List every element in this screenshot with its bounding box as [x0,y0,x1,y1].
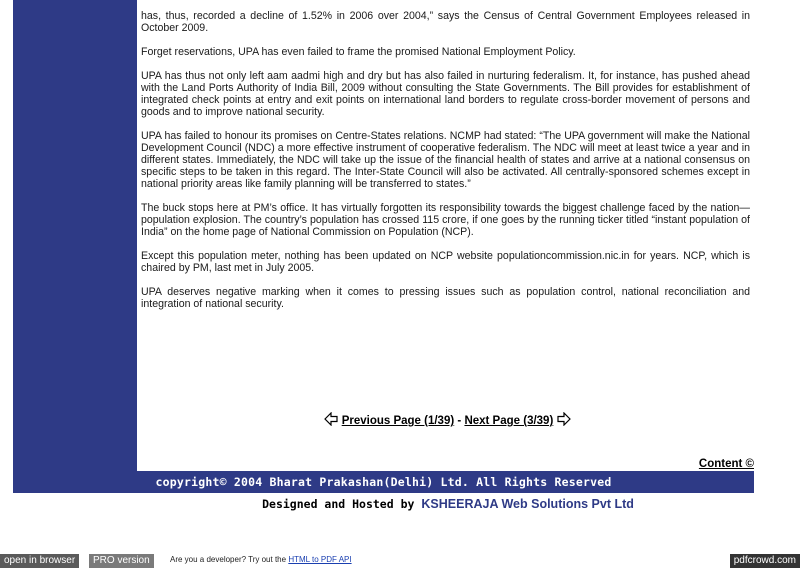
developer-promo-text: Are you a developer? Try out the [170,555,287,564]
article-body [141,10,750,322]
article-paragraph: UPA has failed to honour its promises on Centre-States relations. NCMP had stated: “The UPA government will make the National Development Council (NDC) a more effective instrument of cooperative federalism. The NDC will meet at least twice a year and in different states. Immediately, the NDC will take up the issue of the financial health of states and arrive at a national consensus on specific steps to be taken in this regard. The Inter-State Council will also be activated. All centrally-sponsored schemes except in national priority areas like family planning will be transferred to states.” [141,130,750,190]
developer-promo [170,555,352,564]
company-link[interactable]: KSHEERAJA Web Solutions Pvt Ltd [421,497,634,511]
left-sidebar [13,0,137,471]
pager-separator: - [457,415,462,427]
open-in-browser-button[interactable]: open in browser [0,554,79,568]
arrow-left-icon[interactable] [324,412,338,426]
page-navigation [141,412,754,427]
copyright-bar: copyright© 2004 Bharat Prakashan(Delhi) Ltd. All Rights Reserved [13,471,754,493]
pdfcrowd-brand[interactable]: pdfcrowd.com [730,554,800,568]
article-paragraph: Except this population meter, nothing has been updated on NCP website populationcommission.nic.in for years. NCP, which is chaired by PM, last met in July 2005. [141,250,750,274]
article-paragraph: Forget reservations, UPA has even failed to frame the promised National Employment Policy. [141,46,576,58]
designed-by-line [13,497,800,511]
arrow-right-icon[interactable] [557,412,571,426]
html-to-pdf-api-link[interactable]: HTML to PDF API [288,555,352,564]
article-paragraph: UPA deserves negative marking when it comes to pressing issues such as population control, national reconciliation and integration of national security. [141,286,750,310]
next-page-link[interactable]: Next Page (3/39) [464,415,554,427]
content-link[interactable]: Content © [698,458,754,470]
article-paragraph: has, thus, recorded a decline of 1.52% in 2006 over 2004,” says the Census of Central Government Employees released in October 2009. [141,10,750,34]
designed-by-label: Designed and Hosted by [262,497,415,511]
article-paragraph: The buck stops here at PM’s office. It has virtually forgotten its responsibility towards the biggest challenge faced by the nation— population explosion. The country’s population has crossed 115 crore, if one goes by the running ticker titled “instant population of India” on the home page of National Commission on Population (NCP). [141,202,750,238]
previous-page-link[interactable]: Previous Page (1/39) [341,415,455,427]
pdf-toolbar [0,553,800,568]
pro-version-button[interactable]: PRO version [89,554,154,568]
article-paragraph: UPA has thus not only left aam aadmi high and dry but has also failed in nurturing federalism. It, for instance, has pushed ahead with the Land Ports Authority of India Bill, 2009 without consulting the State Governments. The Bill provides for establishment of integrated check points at entry and exit points on international land borders to regulate cross-border movement of persons and goods and to improve national security. [141,70,750,118]
